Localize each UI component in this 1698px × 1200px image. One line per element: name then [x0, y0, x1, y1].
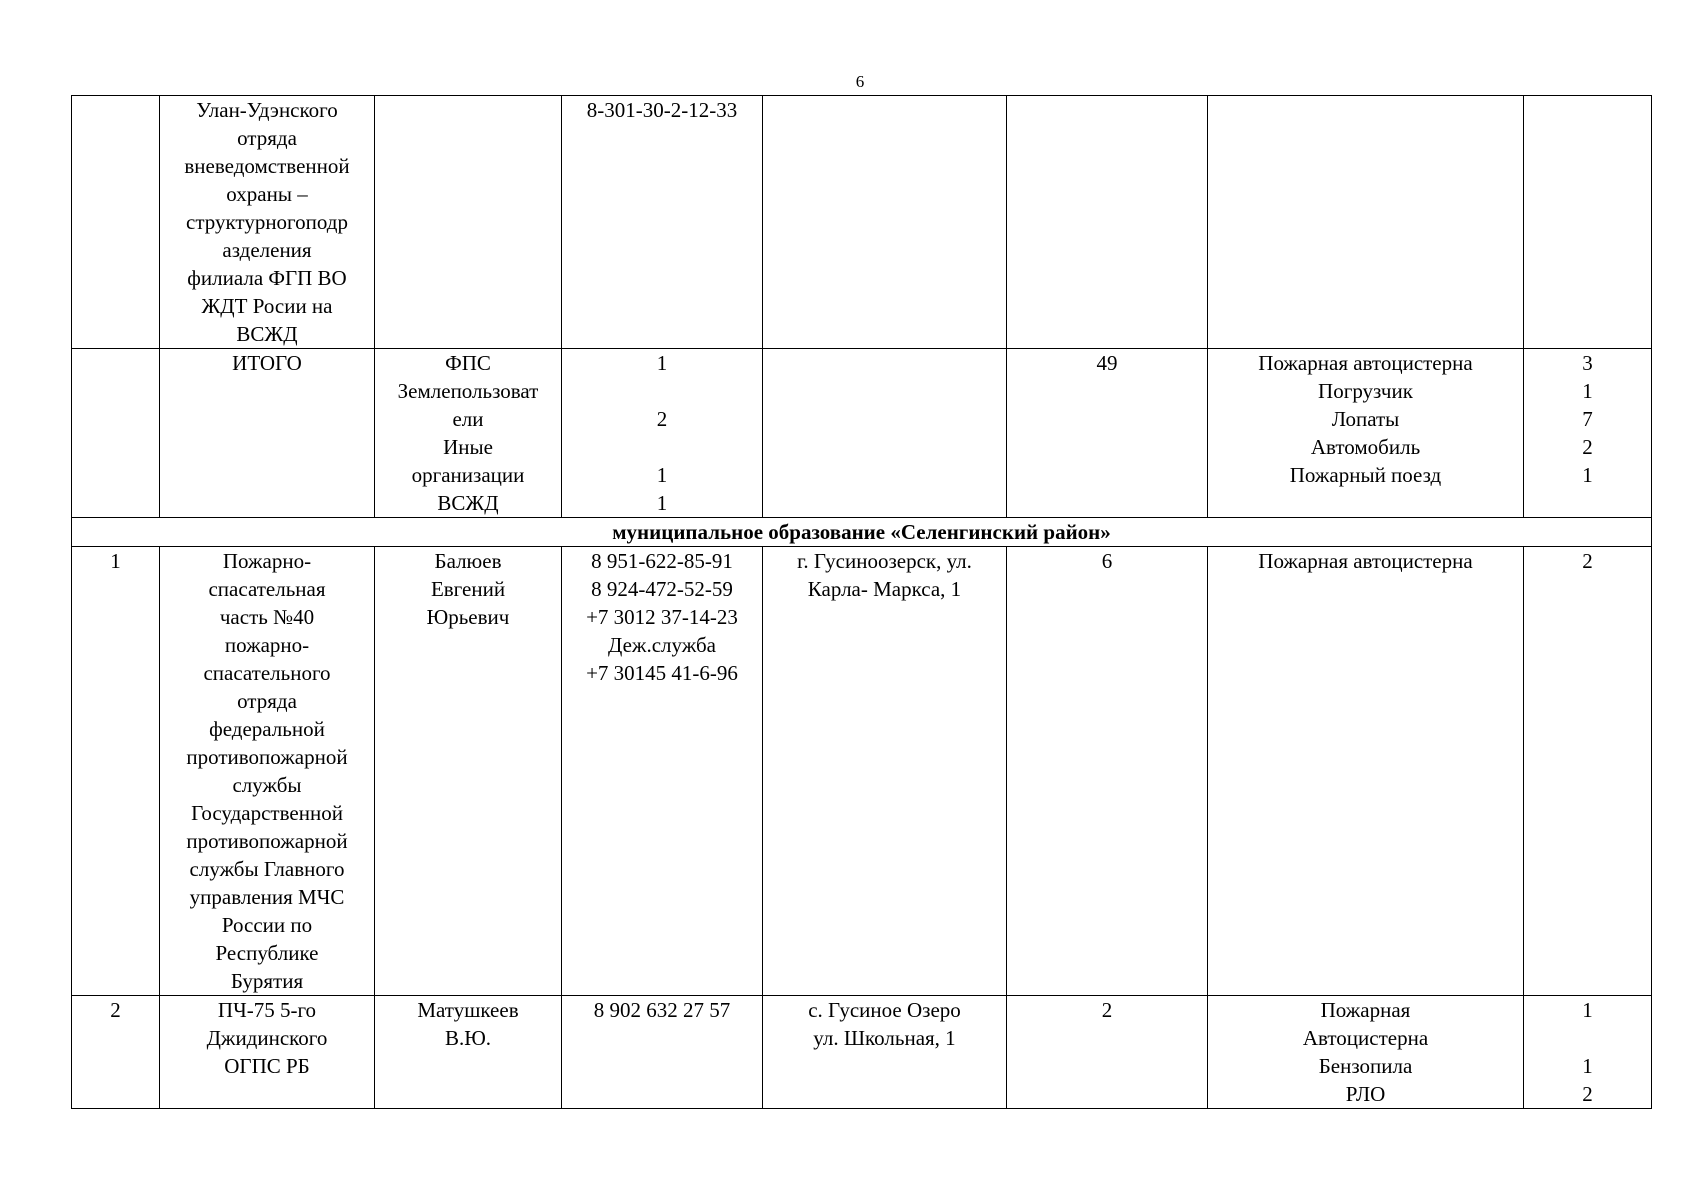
address-cell	[763, 547, 1007, 996]
phone-line: 8 902 632 27 57	[593, 998, 731, 1022]
org-name-line: ПЧ-75 5-го	[217, 998, 317, 1022]
table-row	[72, 547, 1652, 996]
address-cell	[763, 349, 1007, 518]
person-cell	[375, 547, 562, 996]
org-type-line: ели	[452, 407, 484, 431]
org-name-line: России по	[221, 913, 313, 937]
org-type-line: организации	[411, 463, 525, 487]
equipment-cell	[1208, 547, 1524, 996]
org-type-line: Иные	[443, 435, 493, 459]
equipment-line: Пожарный поезд	[1289, 463, 1442, 487]
org-name-line: Улан-Удэнского	[196, 98, 338, 122]
org-name-line: управления МЧС	[189, 885, 345, 909]
address-cell	[763, 996, 1007, 1109]
equipment-line: Автомобиль	[1310, 435, 1421, 459]
quantity-line: 1	[1582, 998, 1593, 1022]
org-name-cell	[160, 547, 375, 996]
address-line: с. Гусиное Озеро	[808, 998, 961, 1022]
org-name-line: отряда	[237, 689, 297, 713]
table-row	[72, 96, 1652, 349]
phone-cell	[562, 996, 763, 1109]
equipment-line: Пожарная автоцистерна	[1258, 549, 1473, 573]
org-name-line: Джидинского	[206, 1026, 328, 1050]
personnel-cell: 6	[1007, 547, 1208, 996]
quantity-line: 2	[1582, 1082, 1593, 1106]
table-row	[72, 996, 1652, 1109]
org-count-line	[568, 377, 756, 405]
phone-line: Деж.служба	[608, 633, 716, 657]
org-count-line: 2	[656, 407, 668, 431]
org-type-line: ФПС	[445, 351, 491, 375]
org-name-line: ОГПС РБ	[224, 1054, 310, 1078]
phone-line: 8 924-472-52-59	[591, 577, 733, 601]
equipment-line: Автоцистерна	[1302, 1026, 1429, 1050]
address-line: г. Гусиноозерск, ул.	[797, 549, 972, 573]
quantity-line	[1530, 1024, 1645, 1052]
equipment-line: Погрузчик	[1318, 379, 1413, 403]
person-line: Балюев	[434, 549, 502, 573]
address-line: ул. Школьная, 1	[813, 1026, 956, 1050]
resources-table	[71, 95, 1652, 1109]
org-name-line: охраны –	[226, 182, 308, 206]
person-cell	[375, 96, 562, 349]
phone-line: 8-301-30-2-12-33	[586, 98, 738, 122]
org-name-line: спасательного	[203, 661, 331, 685]
org-name-line: ВСЖД	[236, 322, 298, 346]
org-name-line: ЖДТ Росии на	[201, 294, 333, 318]
org-name-line: спасательная	[208, 577, 326, 601]
phone-line: +7 30145 41-6-96	[586, 661, 738, 685]
phone-cell	[562, 96, 763, 349]
quantity-line: 1	[1582, 379, 1593, 403]
section-header-row	[72, 518, 1652, 547]
quantity-cell	[1524, 996, 1652, 1109]
personnel-cell: 2	[1007, 996, 1208, 1109]
org-name-line: противопожарной	[186, 829, 348, 853]
phone-line: +7 3012 37-14-23	[586, 605, 738, 629]
quantity-cell	[1524, 349, 1652, 518]
num-cell	[72, 96, 160, 349]
section-header: муниципальное образование «Селенгинский район»	[72, 518, 1652, 547]
equipment-line: Пожарная автоцистерна	[1258, 351, 1473, 375]
person-line: Евгений	[430, 577, 506, 601]
table-row-total	[72, 349, 1652, 518]
org-count-cell	[562, 349, 763, 518]
org-name-line: Государственной	[191, 801, 343, 825]
org-name-line: азделения	[222, 238, 312, 262]
equipment-line: Пожарная	[1320, 998, 1411, 1022]
person-line: Юрьевич	[426, 605, 510, 629]
org-name-line: Республике	[215, 941, 319, 965]
org-name-line: Пожарно-	[222, 549, 312, 573]
equipment-line: РЛО	[1345, 1082, 1386, 1106]
address-line: Карла- Маркса, 1	[807, 577, 962, 601]
equipment-line: Лопаты	[1331, 407, 1400, 431]
org-count-line: 1	[656, 463, 668, 487]
num-cell: 1	[72, 547, 160, 996]
personnel-cell	[1007, 96, 1208, 349]
org-name-line: федеральной	[209, 717, 325, 741]
org-name-line: противопожарной	[186, 745, 348, 769]
org-count-line	[568, 433, 756, 461]
quantity-line: 3	[1582, 351, 1593, 375]
phone-line: 8 951-622-85-91	[591, 549, 733, 573]
org-name-line: пожарно-	[224, 633, 310, 657]
total-label: ИТОГО	[160, 349, 375, 518]
num-cell	[72, 349, 160, 518]
personnel-cell: 49	[1007, 349, 1208, 518]
quantity-cell	[1524, 96, 1652, 349]
org-name-line: службы	[232, 773, 302, 797]
quantity-line: 2	[1582, 435, 1593, 459]
org-name-cell	[160, 96, 375, 349]
person-line: Матушкеев	[417, 998, 519, 1022]
equipment-cell	[1208, 996, 1524, 1109]
quantity-line: 2	[1582, 549, 1593, 573]
org-name-cell	[160, 996, 375, 1109]
num-cell: 2	[72, 996, 160, 1109]
org-type-cell	[375, 349, 562, 518]
equipment-line: Бензопила	[1318, 1054, 1413, 1078]
org-name-line: службы Главного	[189, 857, 345, 881]
phone-cell	[562, 547, 763, 996]
quantity-cell	[1524, 547, 1652, 996]
org-name-line: часть №40	[219, 605, 315, 629]
equipment-cell	[1208, 96, 1524, 349]
person-cell	[375, 996, 562, 1109]
address-cell	[763, 96, 1007, 349]
org-type-line: ВСЖД	[437, 491, 499, 515]
org-name-line: филиала ФГП ВО	[187, 266, 347, 290]
quantity-line: 7	[1582, 407, 1593, 431]
org-count-line: 1	[656, 351, 668, 375]
person-line: В.Ю.	[444, 1026, 492, 1050]
org-name-line: Бурятия	[230, 969, 304, 993]
org-name-line: отряда	[237, 126, 297, 150]
org-name-line: структурногоподр	[186, 210, 348, 234]
quantity-line: 1	[1582, 463, 1593, 487]
org-name-line: вневедомственной	[184, 154, 350, 178]
page-number: 6	[855, 72, 865, 91]
org-type-line: Землепользоват	[397, 379, 539, 403]
org-count-line: 1	[656, 491, 668, 515]
equipment-cell	[1208, 349, 1524, 518]
quantity-line: 1	[1582, 1054, 1593, 1078]
